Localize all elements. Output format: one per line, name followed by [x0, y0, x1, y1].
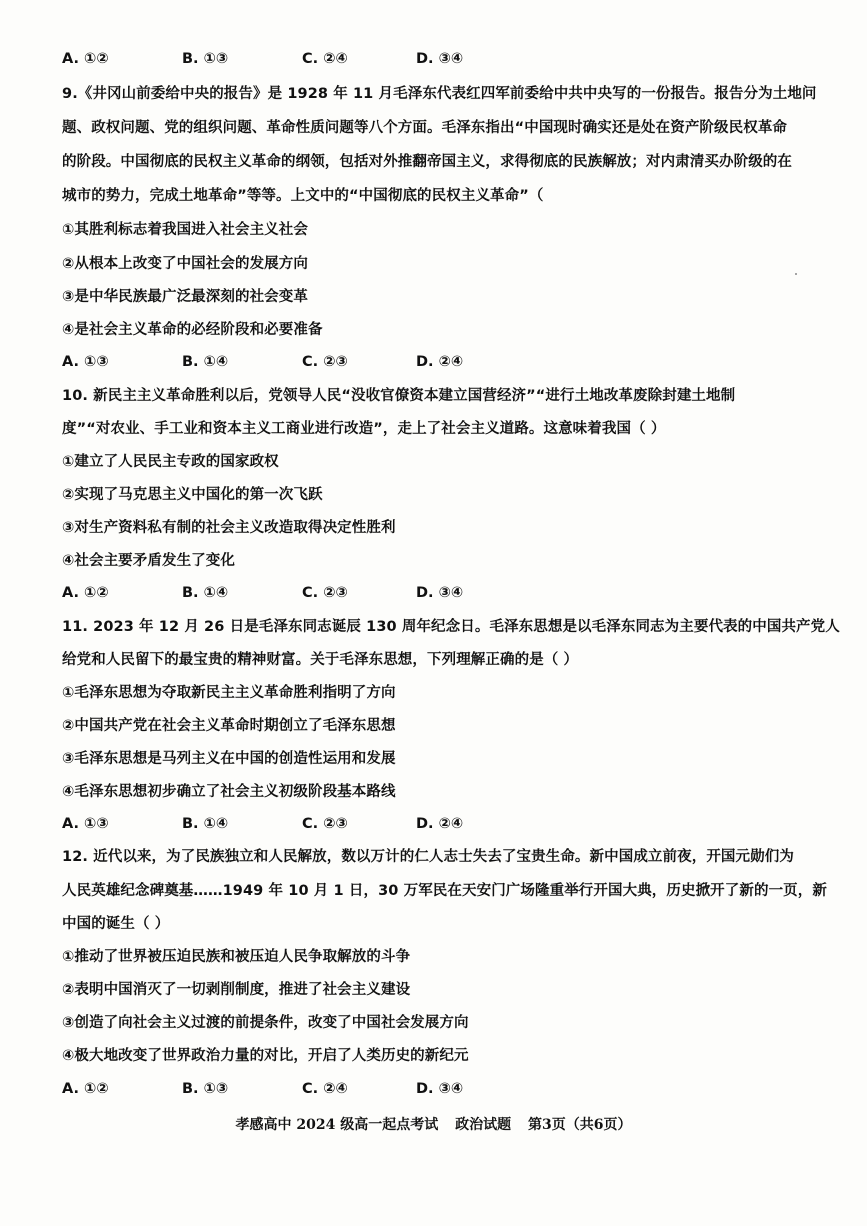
q9-stem-line: 题、政权问题、党的组织问题、革命性质问题等八个方面。毛泽东指出“中国现时确实还是处在资产阶级民权革命 — [62, 120, 788, 136]
q11-statement: ③毛泽东思想是马列主义在中国的创造性运用和发展 — [62, 751, 396, 767]
q11-statement: ④毛泽东思想初步确立了社会主义初级阶段基本路线 — [62, 784, 396, 800]
q11-statement: ②中国共产党在社会主义革命时期创立了毛泽东思想 — [62, 718, 396, 734]
footer-subject: 政治试题 — [455, 1117, 512, 1133]
q10-statement: ③对生产资料私有制的社会主义改造取得决定性胜利 — [62, 520, 396, 536]
q10-statement: ④社会主要矛盾发生了变化 — [62, 553, 235, 569]
q11-option-d: D. ②④ — [416, 816, 464, 832]
q9-statement: ①其胜利标志着我国进入社会主义社会 — [62, 222, 308, 238]
q10-stem-line: 度”“对农业、手工业和资本主义工商业进行改造”，走上了社会主义道路。这意味着我国（ ） — [62, 421, 666, 437]
q11-stem-line: 给党和人民留下的最宝贵的精神财富。关于毛泽东思想，下列理解正确的是（ ） — [62, 652, 579, 668]
q12-statement: ③创造了向社会主义过渡的前提条件，改变了中国社会发展方向 — [62, 1015, 469, 1031]
q11-option-b: B. ①④ — [182, 816, 229, 832]
q12-option-d: D. ③④ — [416, 1081, 464, 1097]
q9-stem-line: 城市的势力，完成土地革命”等等。上文中的“中国彻底的民权主义革命”（ — [62, 188, 544, 204]
q9-statement: ④是社会主义革命的必经阶段和必要准备 — [62, 322, 323, 338]
q11-option-c: C. ②③ — [302, 816, 348, 832]
q8-option-c: C. ②④ — [302, 51, 348, 67]
scan-speck — [795, 273, 797, 275]
q8-option-d: D. ③④ — [416, 51, 464, 67]
q9-statement: ③是中华民族最广泛最深刻的社会变革 — [62, 289, 308, 305]
q11-stem-line: 11. 2023 年 12 月 26 日是毛泽东同志诞辰 130 周年纪念日。毛泽东思想是以毛泽东同志为主要代表的中国共产党人 — [62, 619, 840, 635]
q12-option-c: C. ②④ — [302, 1081, 348, 1097]
q9-option-a: A. ①③ — [62, 354, 109, 370]
q10-option-b: B. ①④ — [182, 585, 229, 601]
q12-statement: ①推动了世界被压迫民族和被压迫人民争取解放的斗争 — [62, 949, 411, 965]
q8-option-a: A. ①② — [62, 51, 109, 67]
q9-statement: ②从根本上改变了中国社会的发展方向 — [62, 256, 308, 272]
q10-stem-line: 10. 新民主主义革命胜利以后，党领导人民“没收官僚资本建立国营经济”“进行土地改革废除封建土地制 — [62, 388, 736, 404]
q10-option-a: A. ①② — [62, 585, 109, 601]
q12-stem-line: 12. 近代以来，为了民族独立和人民解放，数以万计的仁人志士失去了宝贵生命。新中国成立前夜，开国元勋们为 — [62, 849, 794, 865]
q8-option-b: B. ①③ — [182, 51, 229, 67]
footer-exam-title: 孝感高中 2024 级高一起点考试 — [235, 1117, 439, 1133]
q12-stem-line: 人民英雄纪念碑奠基……1949 年 10 月 1 日，30 万军民在天安门广场隆重举行开国大典，历史掀开了新的一页，新 — [62, 883, 827, 899]
q10-statement: ①建立了人民民主专政的国家政权 — [62, 454, 279, 470]
q9-stem-line: 的阶段。中国彻底的民权主义革命的纲领，包括对外推翻帝国主义，求得彻底的民族解放；对内肃清买办阶级的在 — [62, 154, 792, 170]
q11-option-a: A. ①③ — [62, 816, 109, 832]
q9-stem-line: 9.《井冈山前委给中央的报告》是 1928 年 11 月毛泽东代表红四军前委给中共中央写的一份报告。报告分为土地问 — [62, 86, 817, 102]
q12-option-b: B. ①③ — [182, 1081, 229, 1097]
q10-option-d: D. ③④ — [416, 585, 464, 601]
q10-option-c: C. ②③ — [302, 585, 348, 601]
q11-statement: ①毛泽东思想为夺取新民主主义革命胜利指明了方向 — [62, 685, 396, 701]
footer-page-number: 第3页（共6页） — [527, 1117, 632, 1133]
q9-option-c: C. ②③ — [302, 354, 348, 370]
q12-stem-line: 中国的诞生（ ） — [62, 916, 170, 932]
q10-statement: ②实现了马克思主义中国化的第一次飞跃 — [62, 487, 323, 503]
q9-option-d: D. ②④ — [416, 354, 464, 370]
q9-option-b: B. ①④ — [182, 354, 229, 370]
q12-statement: ②表明中国消灭了一切剥削制度，推进了社会主义建设 — [62, 982, 411, 998]
page-footer — [0, 1115, 867, 1135]
q12-statement: ④极大地改变了世界政治力量的对比，开启了人类历史的新纪元 — [62, 1048, 469, 1064]
q12-option-a: A. ①② — [62, 1081, 109, 1097]
